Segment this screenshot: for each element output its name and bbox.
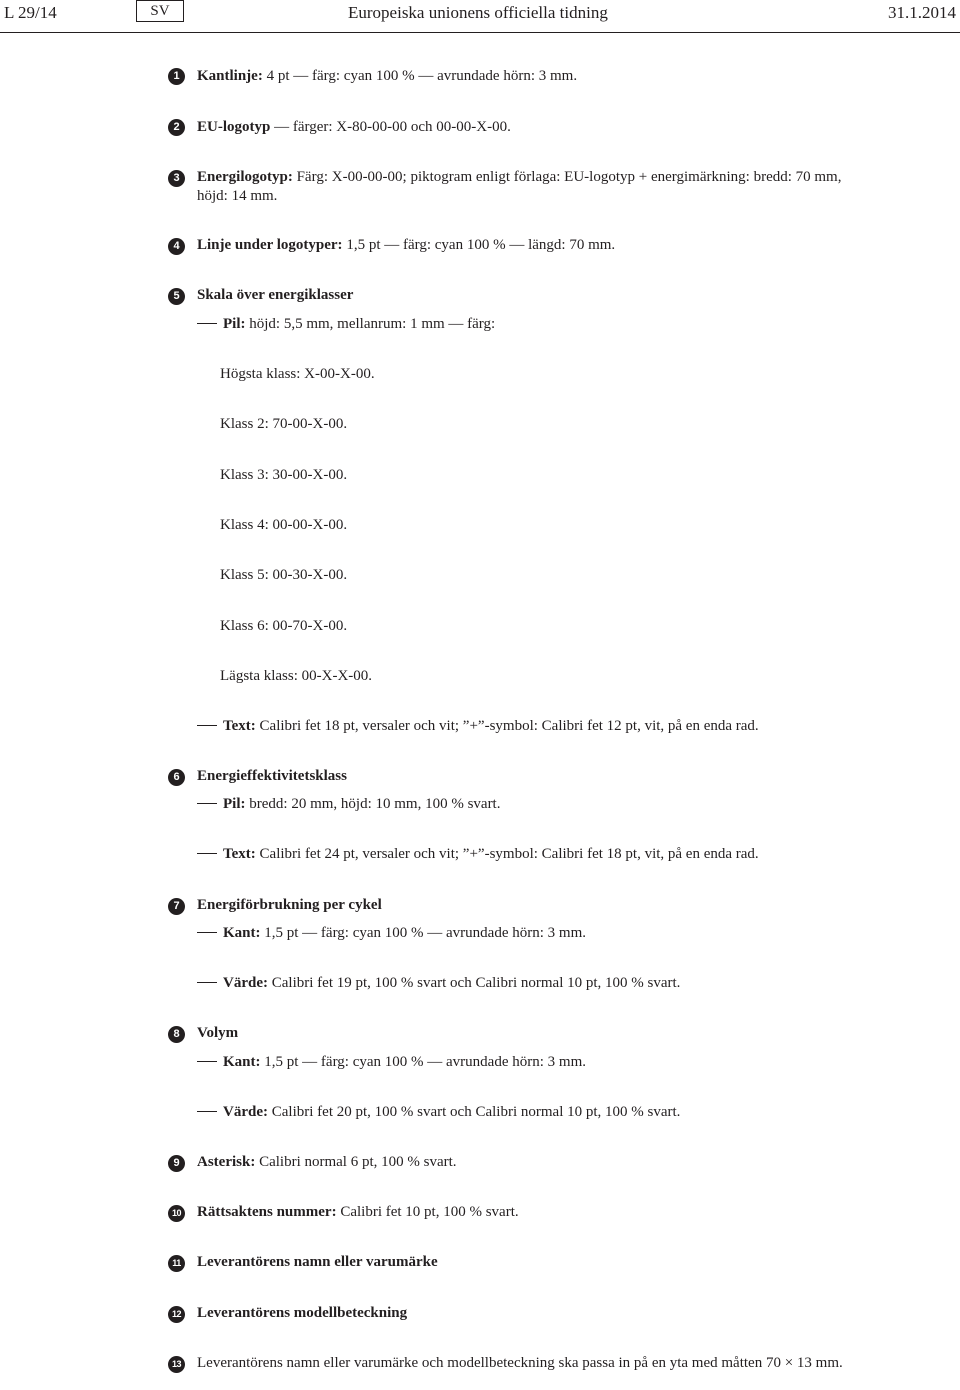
item-number-badge: 11 bbox=[168, 1255, 185, 1272]
scale-class-line: Högsta klass: X-00-X-00. bbox=[220, 366, 375, 382]
consumption-kant-line: Kant: 1,5 pt — färg: cyan 100 % — avrundade hörn: 3 mm. bbox=[197, 924, 586, 943]
dash-bullet bbox=[197, 1111, 217, 1112]
language-box: SV bbox=[136, 0, 184, 22]
item-text: Calibri normal 6 pt, 100 % svart. bbox=[255, 1154, 457, 1170]
item-number-badge: 5 bbox=[168, 288, 185, 305]
item-number-badge: 1 bbox=[168, 68, 185, 85]
dash-bullet bbox=[197, 323, 217, 324]
item-text: — färger: X-80-00-00 och 00-00-X-00. bbox=[270, 119, 511, 135]
item-number-badge: 13 bbox=[168, 1356, 185, 1373]
item-9 bbox=[197, 1153, 457, 1172]
consumption-varde-line: Värde: Calibri fet 19 pt, 100 % svart och Calibri normal 10 pt, 100 % svart. bbox=[197, 974, 680, 993]
item-13 bbox=[197, 1354, 869, 1373]
scale-class-line: Klass 4: 00-00-X-00. bbox=[220, 517, 348, 533]
dash-bullet bbox=[197, 932, 217, 933]
item-label: EU-logotyp bbox=[197, 119, 271, 135]
effclass-pil-line: Pil: bredd: 20 mm, höjd: 10 mm, 100 % svart. bbox=[197, 795, 500, 814]
scale-class-line: Klass 5: 00-30-X-00. bbox=[220, 567, 348, 583]
volume-varde-line: Värde: Calibri fet 20 pt, 100 % svart och Calibri normal 10 pt, 100 % svart. bbox=[197, 1103, 680, 1122]
item-8 bbox=[197, 1024, 238, 1043]
scale-class-line: Klass 2: 70-00-X-00. bbox=[220, 416, 348, 432]
item-3 bbox=[197, 168, 869, 206]
item-label: Kantlinje: bbox=[197, 68, 263, 84]
item-label: Linje under logotyper: bbox=[197, 237, 343, 253]
item-number-badge: 7 bbox=[168, 898, 185, 915]
item-label: Rättsaktens nummer: bbox=[197, 1204, 337, 1220]
item-1 bbox=[197, 67, 577, 86]
dash-bullet bbox=[197, 725, 217, 726]
item-number-badge: 8 bbox=[168, 1026, 185, 1043]
item-number-badge: 4 bbox=[168, 238, 185, 255]
item-10 bbox=[197, 1203, 519, 1222]
scale-class-line: Klass 3: 30-00-X-00. bbox=[220, 467, 348, 483]
item-label: Leverantörens namn eller varumärke bbox=[197, 1254, 438, 1270]
item-6 bbox=[197, 767, 347, 786]
dash-bullet bbox=[197, 1061, 217, 1062]
item-number-badge: 2 bbox=[168, 119, 185, 136]
item-4 bbox=[197, 236, 615, 255]
item-text: 4 pt — färg: cyan 100 % — avrundade hörn: 3 mm. bbox=[262, 68, 578, 84]
journal-title: Europeiska unionens officiella tidning bbox=[348, 3, 608, 22]
item-number-badge: 6 bbox=[168, 769, 185, 786]
item-label: Energilogotyp: bbox=[197, 169, 293, 185]
item-number-badge: 3 bbox=[168, 170, 185, 187]
item-label: Energieffektivitetsklass bbox=[197, 768, 347, 784]
scale-pil-line: Pil: höjd: 5,5 mm, mellanrum: 1 mm — färg: bbox=[197, 315, 495, 334]
publication-date: 31.1.2014 bbox=[888, 3, 956, 22]
dash-bullet bbox=[197, 803, 217, 804]
dash-bullet bbox=[197, 982, 217, 983]
volume-kant-line: Kant: 1,5 pt — färg: cyan 100 % — avrundade hörn: 3 mm. bbox=[197, 1053, 586, 1072]
item-12 bbox=[197, 1304, 407, 1323]
item-2 bbox=[197, 118, 511, 137]
item-11 bbox=[197, 1253, 438, 1272]
page-reference: L 29/14 bbox=[4, 3, 57, 22]
item-text: Färg: X-00-00-00; piktogram enligt förlaga: EU-logotyp + energimärkning: bredd: 70 mm, höjd: 14 mm. bbox=[197, 169, 842, 204]
item-text: Calibri fet 10 pt, 100 % svart. bbox=[336, 1204, 519, 1220]
dash-bullet bbox=[197, 853, 217, 854]
item-5 bbox=[197, 286, 353, 305]
item-label: Leverantörens modellbeteckning bbox=[197, 1305, 408, 1321]
item-text: Leverantörens namn eller varumärke och modellbeteckning ska passa in på en yta med måtten 70 × 13 mm. bbox=[197, 1355, 843, 1371]
item-number-badge: 10 bbox=[168, 1205, 185, 1222]
item-number-badge: 12 bbox=[168, 1306, 185, 1323]
page-header bbox=[0, 0, 960, 34]
scale-class-line: Lägsta klass: 00-X-X-00. bbox=[220, 668, 373, 684]
item-number-badge: 9 bbox=[168, 1155, 185, 1172]
effclass-text-line: Text: Calibri fet 24 pt, versaler och vit; ”+”-symbol: Calibri fet 18 pt, vit, på en enda rad. bbox=[197, 845, 759, 864]
item-label: Energiförbrukning per cykel bbox=[197, 897, 382, 913]
header-rule bbox=[0, 32, 960, 33]
item-label: Skala över energiklasser bbox=[197, 287, 354, 303]
item-label: Volym bbox=[197, 1025, 239, 1041]
item-7 bbox=[197, 896, 382, 915]
scale-text-line: Text: Calibri fet 18 pt, versaler och vit; ”+”-symbol: Calibri fet 12 pt, vit, på en enda rad. bbox=[197, 717, 759, 736]
item-label: Asterisk: bbox=[197, 1154, 256, 1170]
item-text: 1,5 pt — färg: cyan 100 % — längd: 70 mm. bbox=[342, 237, 616, 253]
scale-class-line: Klass 6: 00-70-X-00. bbox=[220, 618, 348, 634]
